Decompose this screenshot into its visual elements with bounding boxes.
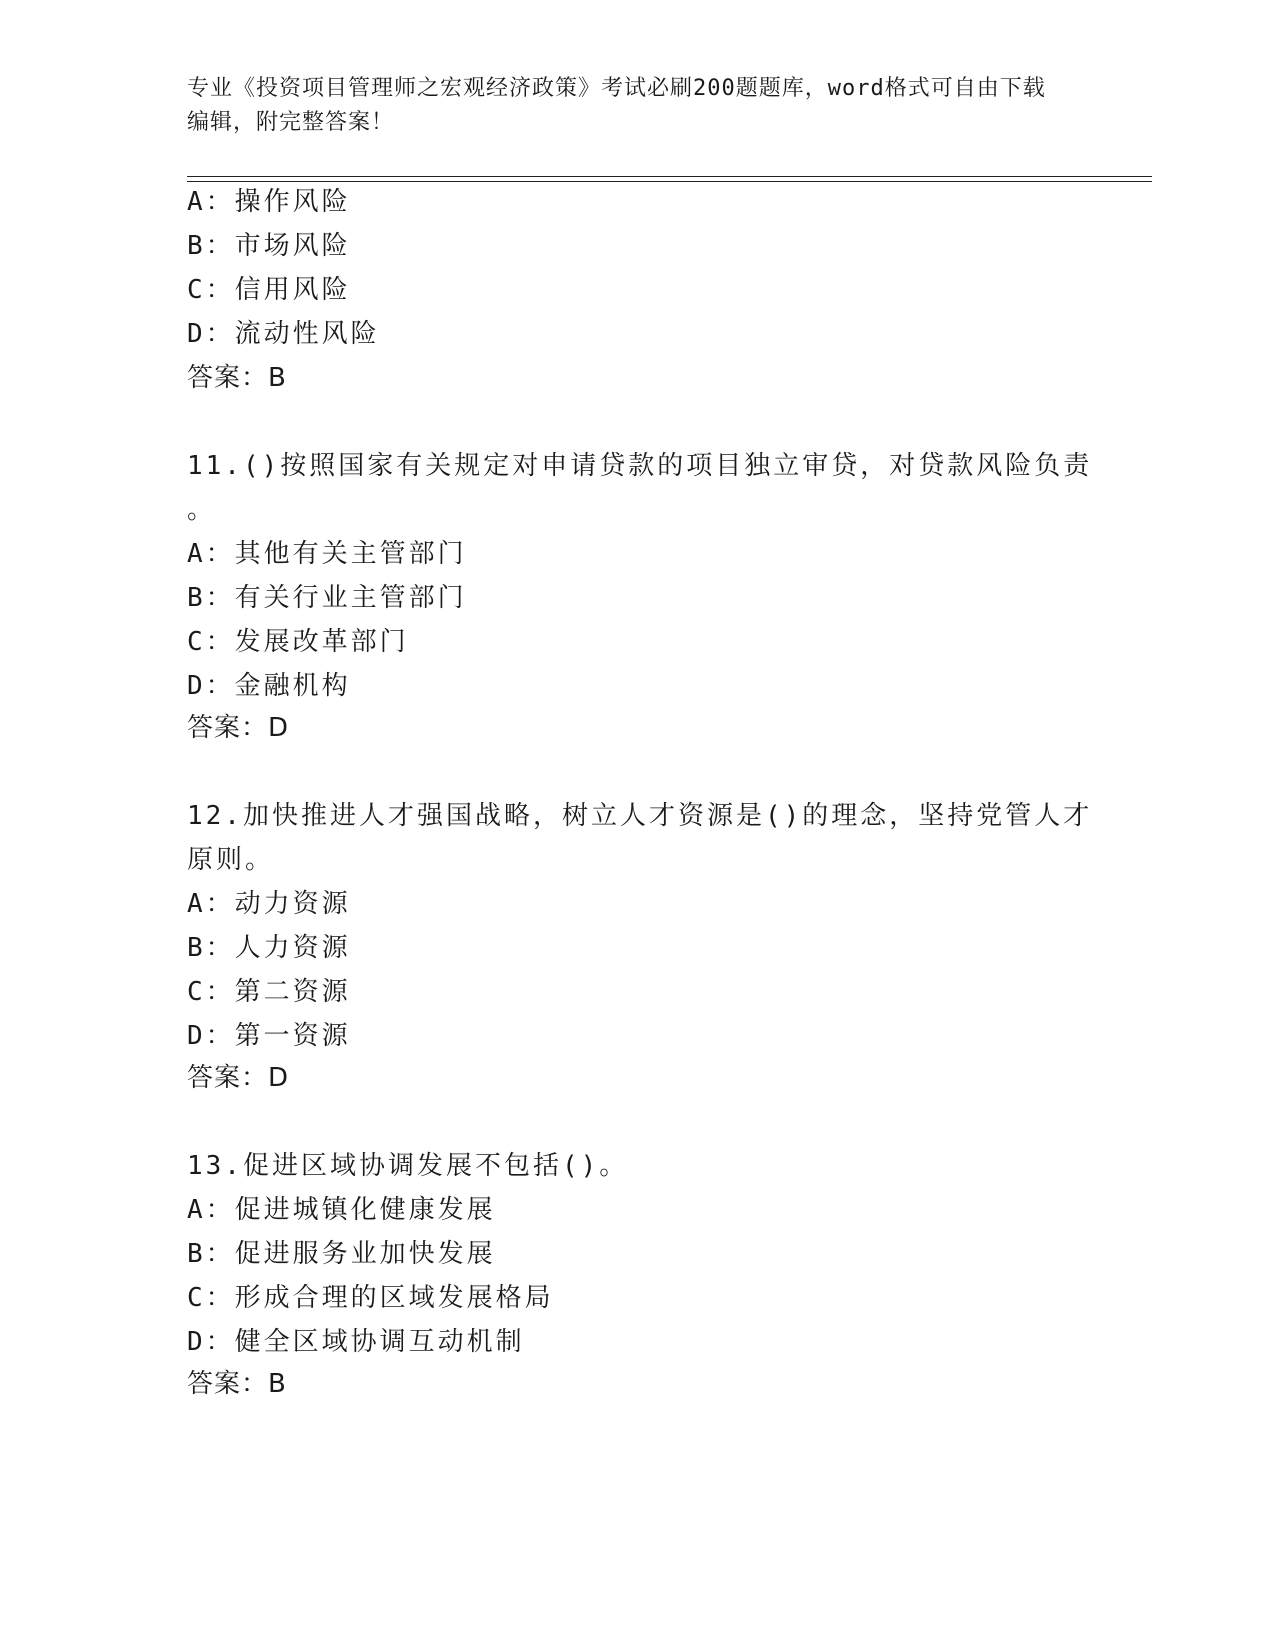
q12-stem-line2: 原则。 xyxy=(187,845,275,875)
q12-option-c: C：第二资源 xyxy=(187,977,351,1007)
document-header: 专业《投资项目管理师之宏观经济政策》考试必刷200题题库，word格式可自由下载编辑，附完整答案！ xyxy=(187,76,1046,135)
q13-option-c: C：形成合理的区域发展格局 xyxy=(187,1283,554,1313)
header-rule-top xyxy=(187,176,1152,177)
q11-stem-line1: 11.()按照国家有关规定对申请贷款的项目独立审贷，对贷款风险负责 xyxy=(187,451,1093,481)
q12-option-b: B：人力资源 xyxy=(187,933,351,963)
q12-option-d: D：第一资源 xyxy=(187,1021,351,1051)
q11-option-a: A：其他有关主管部门 xyxy=(187,539,467,569)
q12-answer: 答案：D xyxy=(187,1063,290,1093)
q12-stem-line1: 12.加快推进人才强国战略，树立人才资源是()的理念，坚持党管人才 xyxy=(187,801,1093,831)
q11-answer: 答案：D xyxy=(187,713,290,743)
q13-answer: 答案：B xyxy=(187,1369,287,1399)
q10-option-c: C：信用风险 xyxy=(187,275,351,305)
q13-option-b: B：促进服务业加快发展 xyxy=(187,1239,496,1269)
q13-option-d: D：健全区域协调互动机制 xyxy=(187,1327,525,1357)
q10-option-d: D：流动性风险 xyxy=(187,319,380,349)
q10-answer: 答案：B xyxy=(187,363,287,393)
q10-option-a: A：操作风险 xyxy=(187,187,351,217)
q11-option-c: C：发展改革部门 xyxy=(187,627,409,657)
q12-option-a: A：动力资源 xyxy=(187,889,351,919)
header-rule-bottom xyxy=(187,181,1152,182)
q10-option-b: B：市场风险 xyxy=(187,231,351,261)
q11-option-d: D：金融机构 xyxy=(187,671,351,701)
q13-option-a: A：促进城镇化健康发展 xyxy=(187,1195,496,1225)
q11-option-b: B：有关行业主管部门 xyxy=(187,583,467,613)
q11-stem-line2: 。 xyxy=(187,495,217,525)
q13-stem-line1: 13.促进区域协调发展不包括()。 xyxy=(187,1151,629,1181)
